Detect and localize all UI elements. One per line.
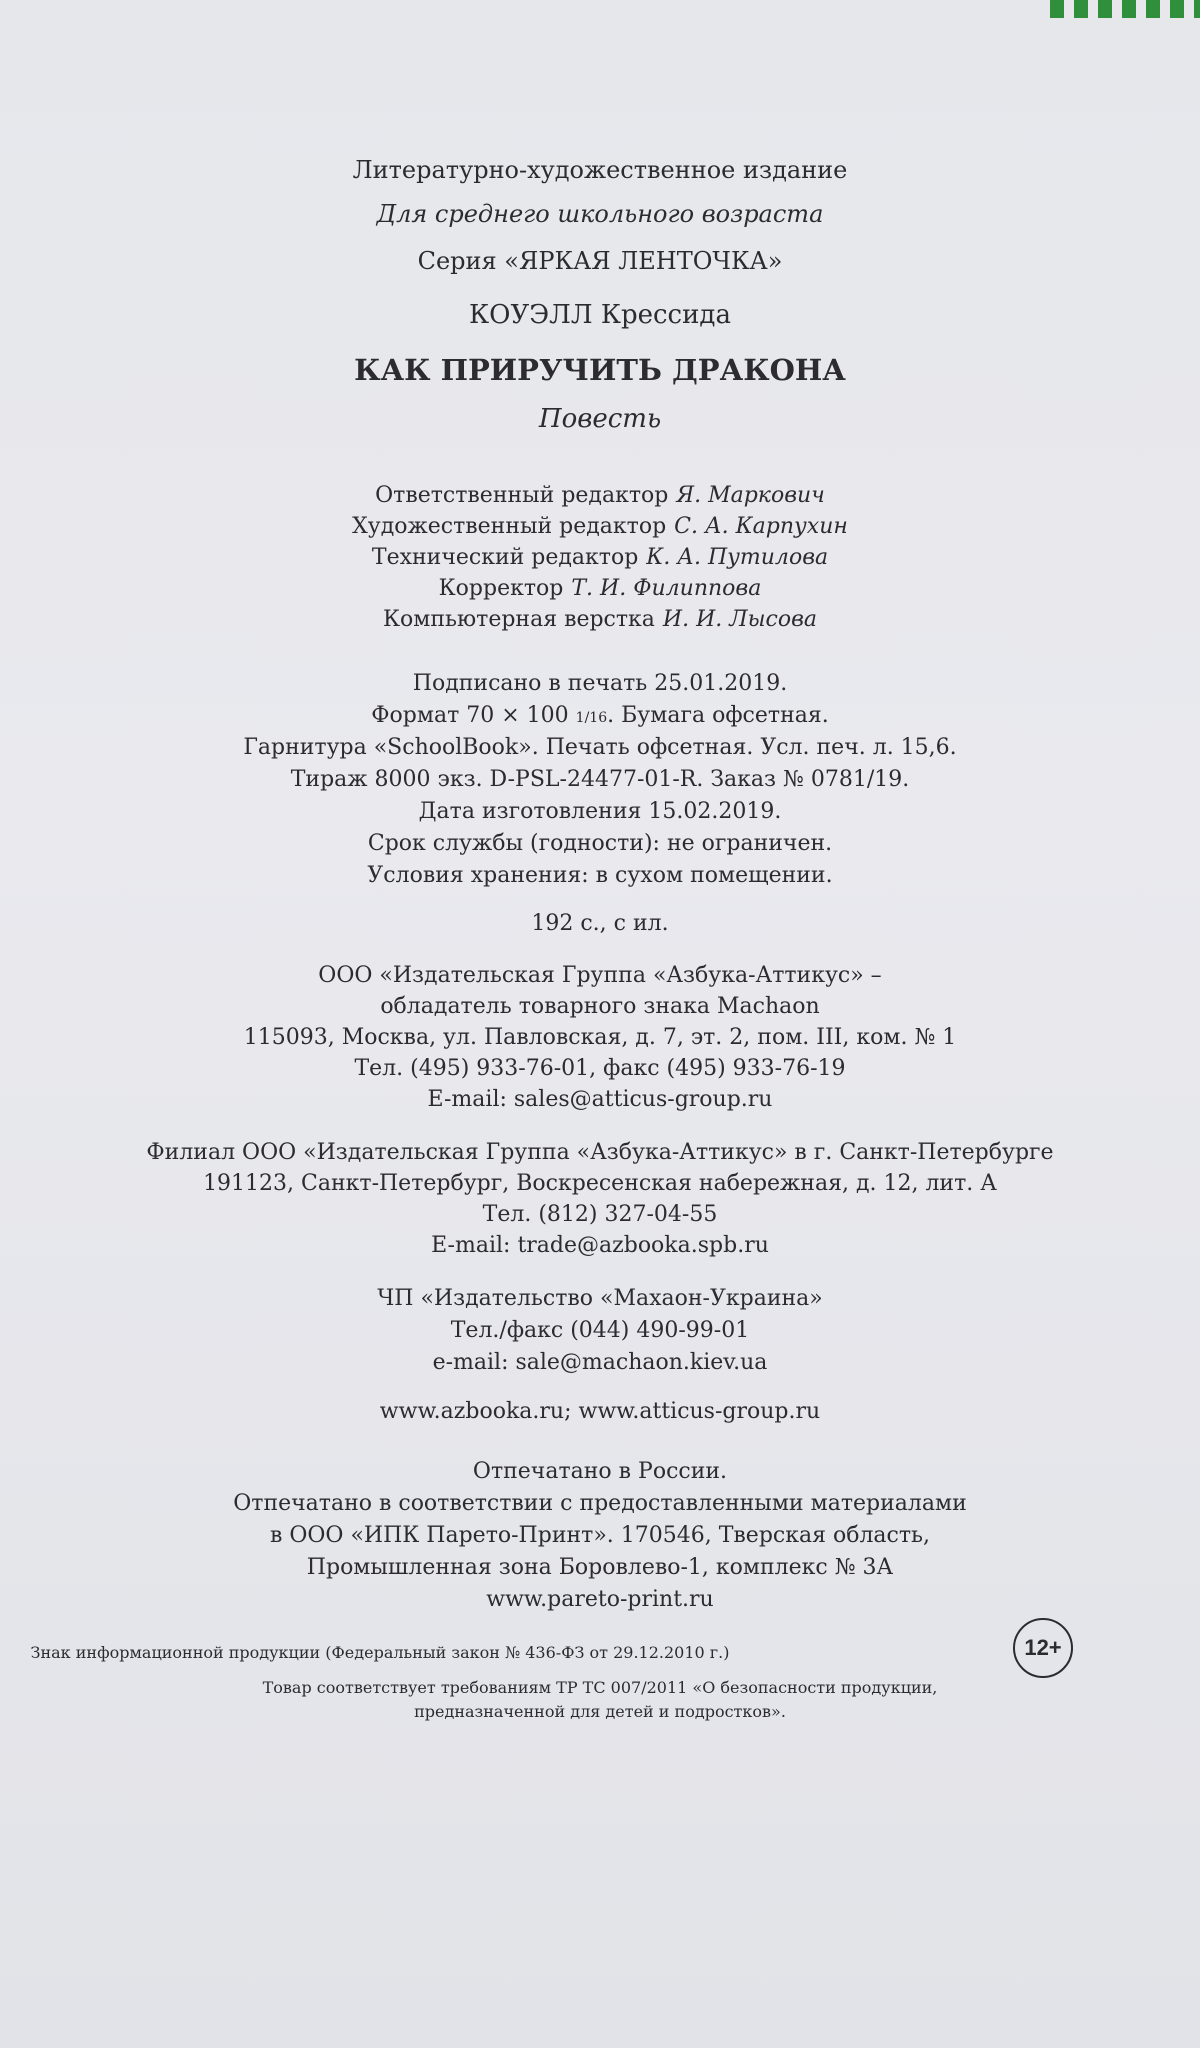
printed-country: Отпечатано в России. — [472, 1459, 728, 1484]
ukraine-company: ЧП «Издательство «Махаон-Украина» — [377, 1286, 823, 1311]
printed-line: Отпечатано в соответствии с предоставленными материалами — [233, 1491, 967, 1516]
publisher-address: 115093, Москва, ул. Павловская, д. 7, эт. 2, пом. III, ком. № 1 — [243, 1025, 957, 1050]
staff-row — [0, 511, 1200, 542]
format-line — [0, 700, 1200, 732]
staff-row — [0, 573, 1200, 604]
signed-date: Подписано в печать 25.01.2019. — [412, 671, 788, 696]
age-rating-badge: 12+ — [1013, 1618, 1073, 1678]
staff-role: Корректор — [438, 576, 564, 601]
ukraine-email: e-mail: sale@machaon.kiev.ua — [432, 1350, 768, 1375]
service-life: Срок службы (годности): не ограничен. — [367, 831, 833, 856]
adjacent-page-pattern — [1050, 0, 1200, 18]
staff-name: И. И. Лысова — [662, 607, 818, 632]
staff-name: Т. И. Филиппова — [571, 576, 762, 601]
publisher-line: ООО «Издательская Группа «Азбука-Аттикус» – — [318, 963, 882, 988]
info-sign-text: Знак информационной продукции (Федеральный закон № 436-ФЗ от 29.12.2010 г.) — [30, 1643, 730, 1662]
publisher-email: E-mail: sales@atticus-group.ru — [427, 1087, 773, 1112]
author: КОУЭЛЛ Крессида — [469, 300, 731, 330]
format-fraction: 1/16 — [575, 710, 608, 726]
staff-role: Ответственный редактор — [375, 483, 669, 508]
print-run: Тираж 8000 экз. D-PSL-24477-01-R. Заказ № 0781/19. — [290, 767, 910, 792]
staff-role: Художественный редактор — [352, 514, 667, 539]
ukraine-phone: Тел./факс (044) 490-99-01 — [450, 1318, 750, 1343]
header-block — [0, 148, 1200, 442]
websites: www.azbooka.ru; www.atticus-group.ru — [379, 1399, 821, 1424]
staff-name: С. А. Карпухин — [674, 514, 848, 539]
branch-line: Филиал ООО «Издательская Группа «Азбука-Аттикус» в г. Санкт-Петербурге — [146, 1140, 1054, 1165]
pages-block — [0, 908, 1200, 940]
staff-row — [0, 604, 1200, 635]
printed-website: www.pareto-print.ru — [486, 1587, 714, 1612]
manufacture-date: Дата изготовления 15.02.2019. — [418, 799, 782, 824]
edition-type: Литературно-художественное издание — [352, 156, 848, 184]
series: Серия «ЯРКАЯ ЛЕНТОЧКА» — [417, 247, 783, 275]
staff-block — [0, 480, 1200, 635]
format-prefix: Формат 70 × 100 — [371, 703, 576, 728]
compliance-block — [0, 1676, 1200, 1724]
publisher-block — [0, 960, 1200, 1115]
websites-block — [0, 1396, 1200, 1428]
branch-address: 191123, Санкт-Петербург, Воскресенская набережная, д. 12, лит. А — [203, 1171, 997, 1196]
staff-name: Я. Маркович — [676, 483, 825, 508]
compliance-line: предназначенной для детей и подростков». — [414, 1702, 786, 1721]
audience: Для среднего школьного возраста — [376, 200, 824, 228]
staff-role: Технический редактор — [371, 545, 639, 570]
printed-line: Промышленная зона Боровлево-1, комплекс № 3А — [306, 1555, 894, 1580]
branch-phone: Тел. (812) 327-04-55 — [482, 1202, 718, 1227]
staff-row — [0, 542, 1200, 573]
publisher-phone: Тел. (495) 933-76-01, факс (495) 933-76-19 — [354, 1056, 846, 1081]
compliance-line: Товар соответствует требованиям ТР ТС 007/2011 «О безопасности продукции, — [262, 1678, 938, 1697]
branch-spb-block — [0, 1137, 1200, 1261]
genre: Повесть — [538, 404, 662, 434]
branch-email: E-mail: trade@azbooka.spb.ru — [431, 1233, 769, 1258]
printed-line: в ООО «ИПК Парето-Принт». 170546, Тверская область, — [269, 1523, 931, 1548]
book-title: КАК ПРИРУЧИТЬ ДРАКОНА — [354, 353, 846, 387]
page-count: 192 с., с ил. — [531, 911, 669, 936]
publisher-line: обладатель товарного знака Machaon — [380, 994, 820, 1019]
typeface-line: Гарнитура «SchoolBook». Печать офсетная. Усл. печ. л. 15,6. — [243, 735, 957, 760]
print-info-block — [0, 668, 1200, 892]
staff-role: Компьютерная верстка — [382, 607, 655, 632]
storage-conditions: Условия хранения: в сухом помещении. — [367, 863, 833, 888]
staff-row — [0, 480, 1200, 511]
format-suffix: . Бумага офсетная. — [607, 703, 829, 728]
ukraine-block — [0, 1283, 1200, 1379]
info-sign-block — [0, 1640, 1000, 1666]
staff-name: К. А. Путилова — [646, 545, 829, 570]
printed-block — [0, 1456, 1200, 1616]
